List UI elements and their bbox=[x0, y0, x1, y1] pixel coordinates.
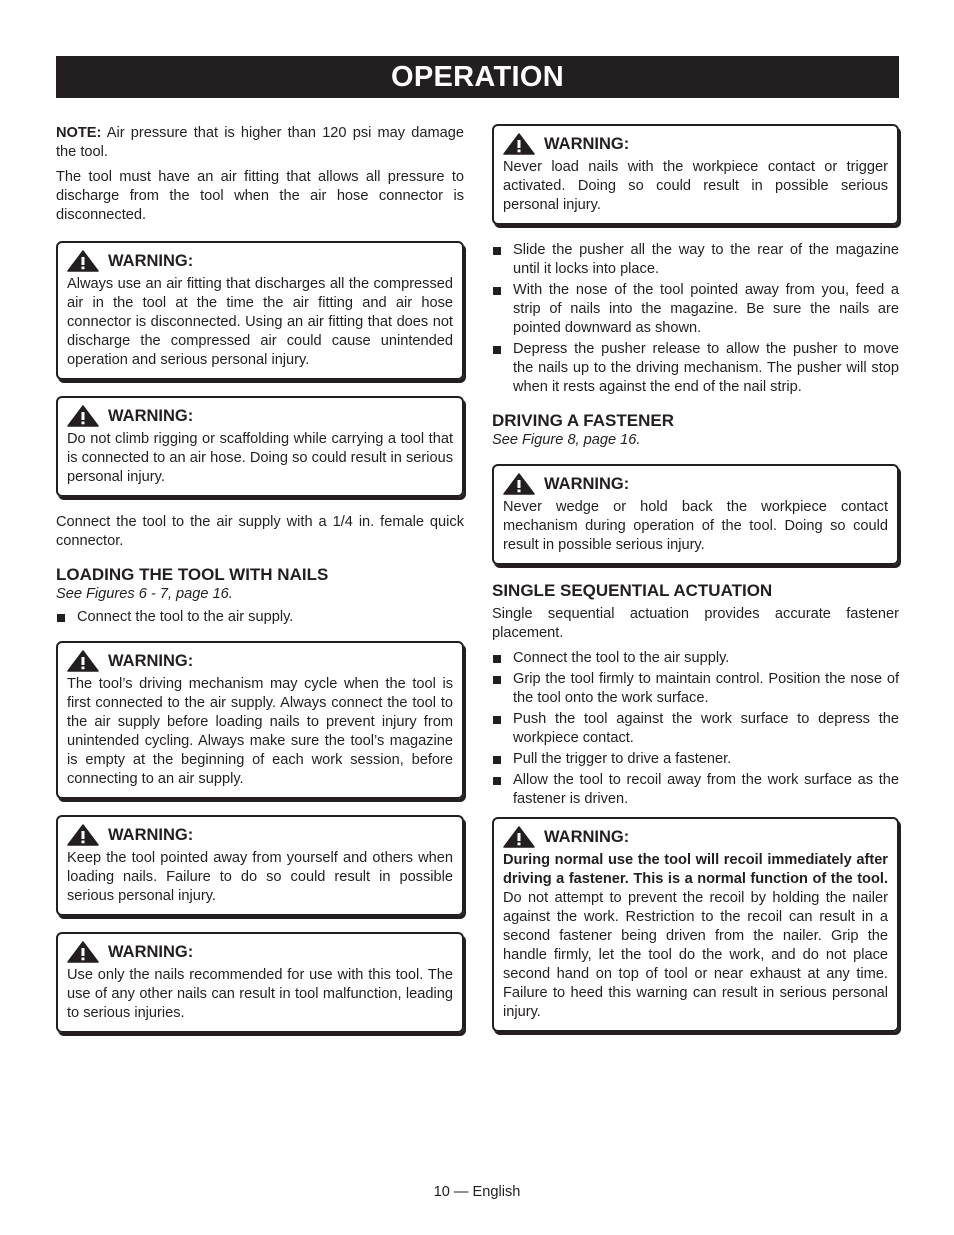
warning-title: WARNING: bbox=[544, 134, 630, 153]
warning-title: WARNING: bbox=[108, 825, 194, 844]
list-item: Slide the pusher all the way to the rear of the magazine until it locks into place. bbox=[492, 241, 899, 279]
warning-box bbox=[56, 396, 464, 497]
bullet-square-icon bbox=[493, 777, 501, 785]
page-footer: 10 — English bbox=[433, 1184, 521, 1200]
bullet-square-icon bbox=[493, 676, 501, 684]
warning-triangle-icon bbox=[67, 824, 99, 846]
warning-text: The tool’s driving mechanism may cycle when the tool is first connected to the air supply. Always connect the tool to the air supply before loading nails to prevent injury from unintended cycling. Always make sure the tool’s magazine is empty at the beginning of each work session, before connecting to an air supply. bbox=[67, 676, 453, 787]
list-item: Depress the pusher release to allow the pusher to move the nails up to the driving mechanism. The pusher will stop when it rests against the end of the nail strip. bbox=[492, 340, 899, 397]
warning-box bbox=[492, 464, 899, 565]
bullet-square-icon bbox=[493, 655, 501, 663]
page-title: OPERATION bbox=[56, 56, 899, 98]
single-sequential-bullets bbox=[492, 649, 899, 809]
driving-figure-ref: See Figure 8, page 16. bbox=[492, 432, 641, 448]
list-item: Connect the tool to the air supply. bbox=[56, 608, 464, 627]
connect-paragraph: Connect the tool to the air supply with a 1/4 in. female quick connector. bbox=[56, 514, 464, 549]
list-item: Pull the trigger to drive a fastener. bbox=[492, 750, 899, 769]
warning-triangle-icon bbox=[503, 133, 535, 155]
note-label: NOTE: bbox=[56, 125, 102, 141]
list-item: Allow the tool to recoil away from the work surface as the fastener is driven. bbox=[492, 771, 899, 809]
warning-text: Do not climb rigging or scaffolding while carrying a tool that is connected to an air hose. Doing so could result in serious personal injury. bbox=[67, 431, 453, 485]
warning-text: Always use an air fitting that discharges all the compressed air in the tool at the time the air fitting and air hose connector is disconnected. Using an air fitting that does not discharge the compressed air could cause unintended operation and serious personal injury. bbox=[67, 276, 453, 368]
warning-triangle-icon bbox=[67, 941, 99, 963]
warning-title: WARNING: bbox=[108, 251, 194, 270]
bullet-square-icon bbox=[493, 287, 501, 295]
warning-triangle-icon bbox=[503, 826, 535, 848]
left-column bbox=[56, 124, 464, 1049]
list-item: Connect the tool to the air supply. bbox=[492, 649, 899, 668]
warning-text: Use only the nails recommended for use with this tool. The use of any other nails can result in tool malfunction, leading to serious injuries. bbox=[67, 967, 453, 1021]
warning-box bbox=[56, 815, 464, 916]
bullet-square-icon bbox=[493, 756, 501, 764]
warning-text: Keep the tool pointed away from yourself and others when loading nails. Failure to do so could result in possible serious personal injury. bbox=[67, 850, 453, 904]
warning-title: WARNING: bbox=[544, 474, 630, 493]
single-sequential-heading: SINGLE SEQUENTIAL ACTUATION bbox=[492, 581, 773, 600]
warning-box bbox=[56, 641, 464, 799]
fitting-paragraph: The tool must have an air fitting that allows all pressure to discharge from the tool when the air hose connector is disconnected. bbox=[56, 169, 464, 223]
bullet-square-icon bbox=[493, 247, 501, 255]
warning-text bbox=[503, 851, 888, 1022]
right-column bbox=[492, 124, 899, 1048]
loading-bullets bbox=[56, 608, 464, 627]
list-item: Push the tool against the work surface to depress the workpiece contact. bbox=[492, 710, 899, 748]
warning-title: WARNING: bbox=[108, 406, 194, 425]
bullet-square-icon bbox=[493, 346, 501, 354]
driving-heading: DRIVING A FASTENER bbox=[492, 411, 674, 430]
warning-triangle-icon bbox=[67, 250, 99, 272]
warning-title: WARNING: bbox=[108, 942, 194, 961]
note-text: Air pressure that is higher than 120 psi may damage the tool. bbox=[56, 125, 464, 160]
warning-title: WARNING: bbox=[108, 651, 194, 670]
warning-rest-text: Do not attempt to prevent the recoil by holding the nailer against the work. Restriction to the recoil can result in a second fastener being driven from the nailer. Grip the handle firmly, let the tool do the work, and do not place second hand on top of tool or near exhaust at any time. Failure to heed this warning can result in serious personal injury. bbox=[503, 890, 888, 1020]
bullet-square-icon bbox=[493, 716, 501, 724]
warning-triangle-icon bbox=[67, 405, 99, 427]
list-item: With the nose of the tool pointed away from you, feed a strip of nails into the magazine. Be sure the nails are pointed downward as shown. bbox=[492, 281, 899, 338]
single-intro-paragraph: Single sequential actuation provides accurate fastener placement. bbox=[492, 606, 899, 641]
list-item: Grip the tool firmly to maintain control. Position the nose of the tool onto the work surface. bbox=[492, 670, 899, 708]
bullet-square-icon bbox=[57, 614, 65, 622]
warning-box bbox=[56, 241, 464, 380]
warning-bold-text: During normal use the tool will recoil immediately after driving a fastener. This is a normal function of the tool. bbox=[503, 852, 888, 887]
warning-text: Never load nails with the workpiece contact or trigger activated. Doing so could result in possible serious personal injury. bbox=[503, 159, 888, 213]
warning-box bbox=[492, 817, 899, 1032]
warning-triangle-icon bbox=[503, 473, 535, 495]
loading-heading: LOADING THE TOOL WITH NAILS bbox=[56, 565, 329, 584]
warning-box bbox=[492, 124, 899, 225]
warning-box bbox=[56, 932, 464, 1033]
warning-triangle-icon bbox=[67, 650, 99, 672]
warning-text: Never wedge or hold back the workpiece contact mechanism during operation of the tool. Doing so could result in possible serious injury. bbox=[503, 499, 888, 553]
note-paragraph bbox=[56, 124, 464, 162]
loading-figure-ref: See Figures 6 - 7, page 16. bbox=[56, 586, 233, 602]
warning-title: WARNING: bbox=[544, 827, 630, 846]
load-nails-bullets bbox=[492, 241, 899, 397]
